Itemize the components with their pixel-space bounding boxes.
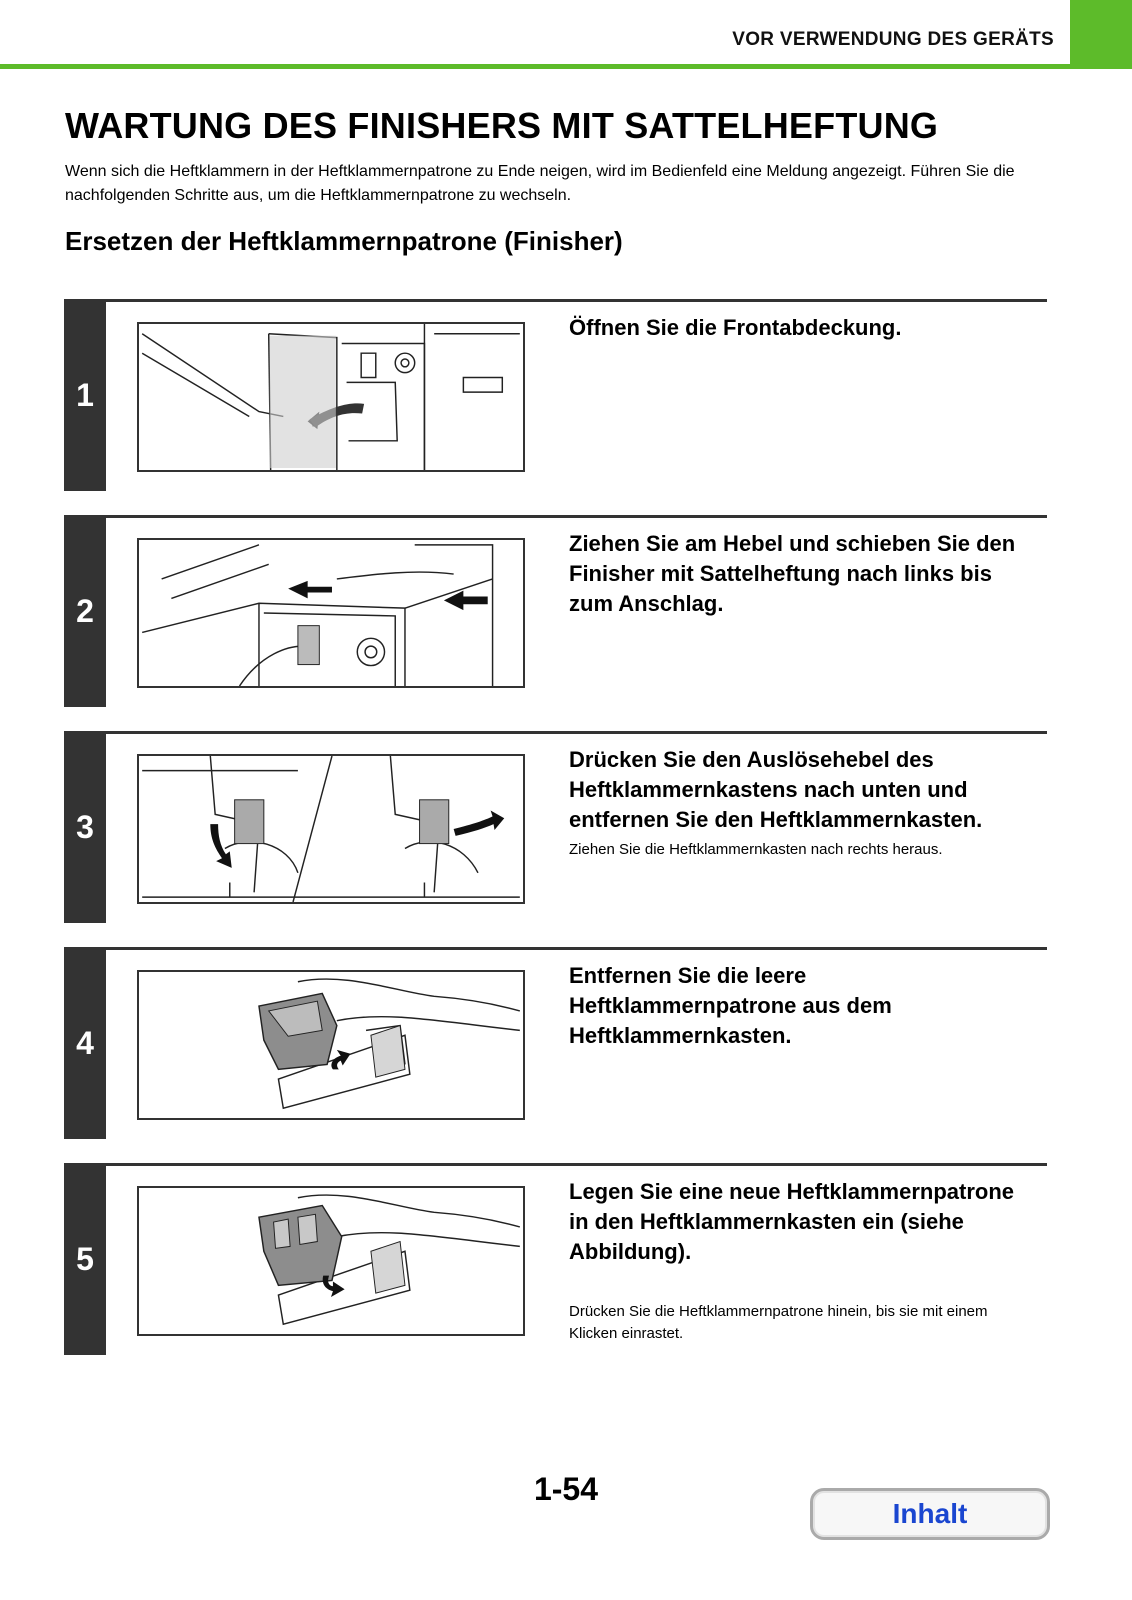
step-note: Ziehen Sie die Heftklammernkasten nach rechts heraus. xyxy=(569,841,943,858)
step-5-illustration xyxy=(137,1186,525,1336)
page-title: WARTUNG DES FINISHERS MIT SATTELHEFTUNG xyxy=(65,105,939,146)
page-number: 1-54 xyxy=(533,1471,599,1507)
step-2 xyxy=(64,515,1047,707)
open-front-cover-illustration xyxy=(139,324,523,470)
step-3 xyxy=(64,731,1047,923)
step-heading: Entfernen Sie die leere Heftklammernpatrone aus dem Heftklammernkasten. xyxy=(569,963,892,1048)
section-title: Ersetzen der Heftklammernpatrone (Finisher) xyxy=(65,226,623,256)
contents-button[interactable]: Inhalt xyxy=(810,1488,1050,1540)
step-5 xyxy=(64,1163,1047,1355)
step-number: 2 xyxy=(76,592,94,629)
step-divider xyxy=(106,299,1047,302)
step-note: Drücken Sie die Heftklammernpatrone hinein, bis sie mit einem Klicken einrastet. xyxy=(569,1303,988,1342)
remove-empty-cartridge-illustration xyxy=(139,972,523,1118)
intro-paragraph: Wenn sich die Heftklammern in der Heftklammernpatrone zu Ende neigen, wird im Bedienfeld eine Meldung angezeigt. Führen Sie die nachfolgenden Schritte aus, um die Heftklammernpatrone zu wechseln. xyxy=(65,163,1015,204)
step-2-illustration xyxy=(137,538,525,688)
step-divider xyxy=(106,515,1047,518)
step-number: 5 xyxy=(76,1240,94,1277)
step-divider xyxy=(106,731,1047,734)
step-divider xyxy=(106,947,1047,950)
step-heading: Öffnen Sie die Frontabdeckung. xyxy=(569,315,902,340)
slide-finisher-illustration xyxy=(139,540,523,686)
step-1-illustration xyxy=(137,322,525,472)
remove-staple-case-illustration xyxy=(139,756,523,902)
step-3-illustration xyxy=(137,754,525,904)
step-number: 1 xyxy=(76,376,94,413)
header-accent-line xyxy=(0,64,1132,69)
step-4-illustration xyxy=(137,970,525,1120)
header-accent-block xyxy=(1070,0,1132,66)
section-label: VOR VERWENDUNG DES GERÄTS xyxy=(732,29,1054,50)
insert-new-cartridge-illustration xyxy=(139,1188,523,1334)
step-heading: Legen Sie eine neue Heftklammernpatrone in den Heftklammernkasten ein (siehe Abbildung). xyxy=(569,1179,1015,1264)
step-divider xyxy=(106,1163,1047,1166)
step-4 xyxy=(64,947,1047,1139)
step-heading: Drücken Sie den Auslösehebel des Heftklammernkastens nach unten und entfernen Sie den Heftklammernkasten. xyxy=(569,747,983,832)
page-header xyxy=(0,0,1132,69)
step-heading: Ziehen Sie am Hebel und schieben Sie den Finisher mit Sattelheftung nach links bis zum Anschlag. xyxy=(569,531,1016,616)
step-1 xyxy=(64,299,1047,491)
step-number: 4 xyxy=(76,1024,94,1061)
step-number: 3 xyxy=(76,808,94,845)
